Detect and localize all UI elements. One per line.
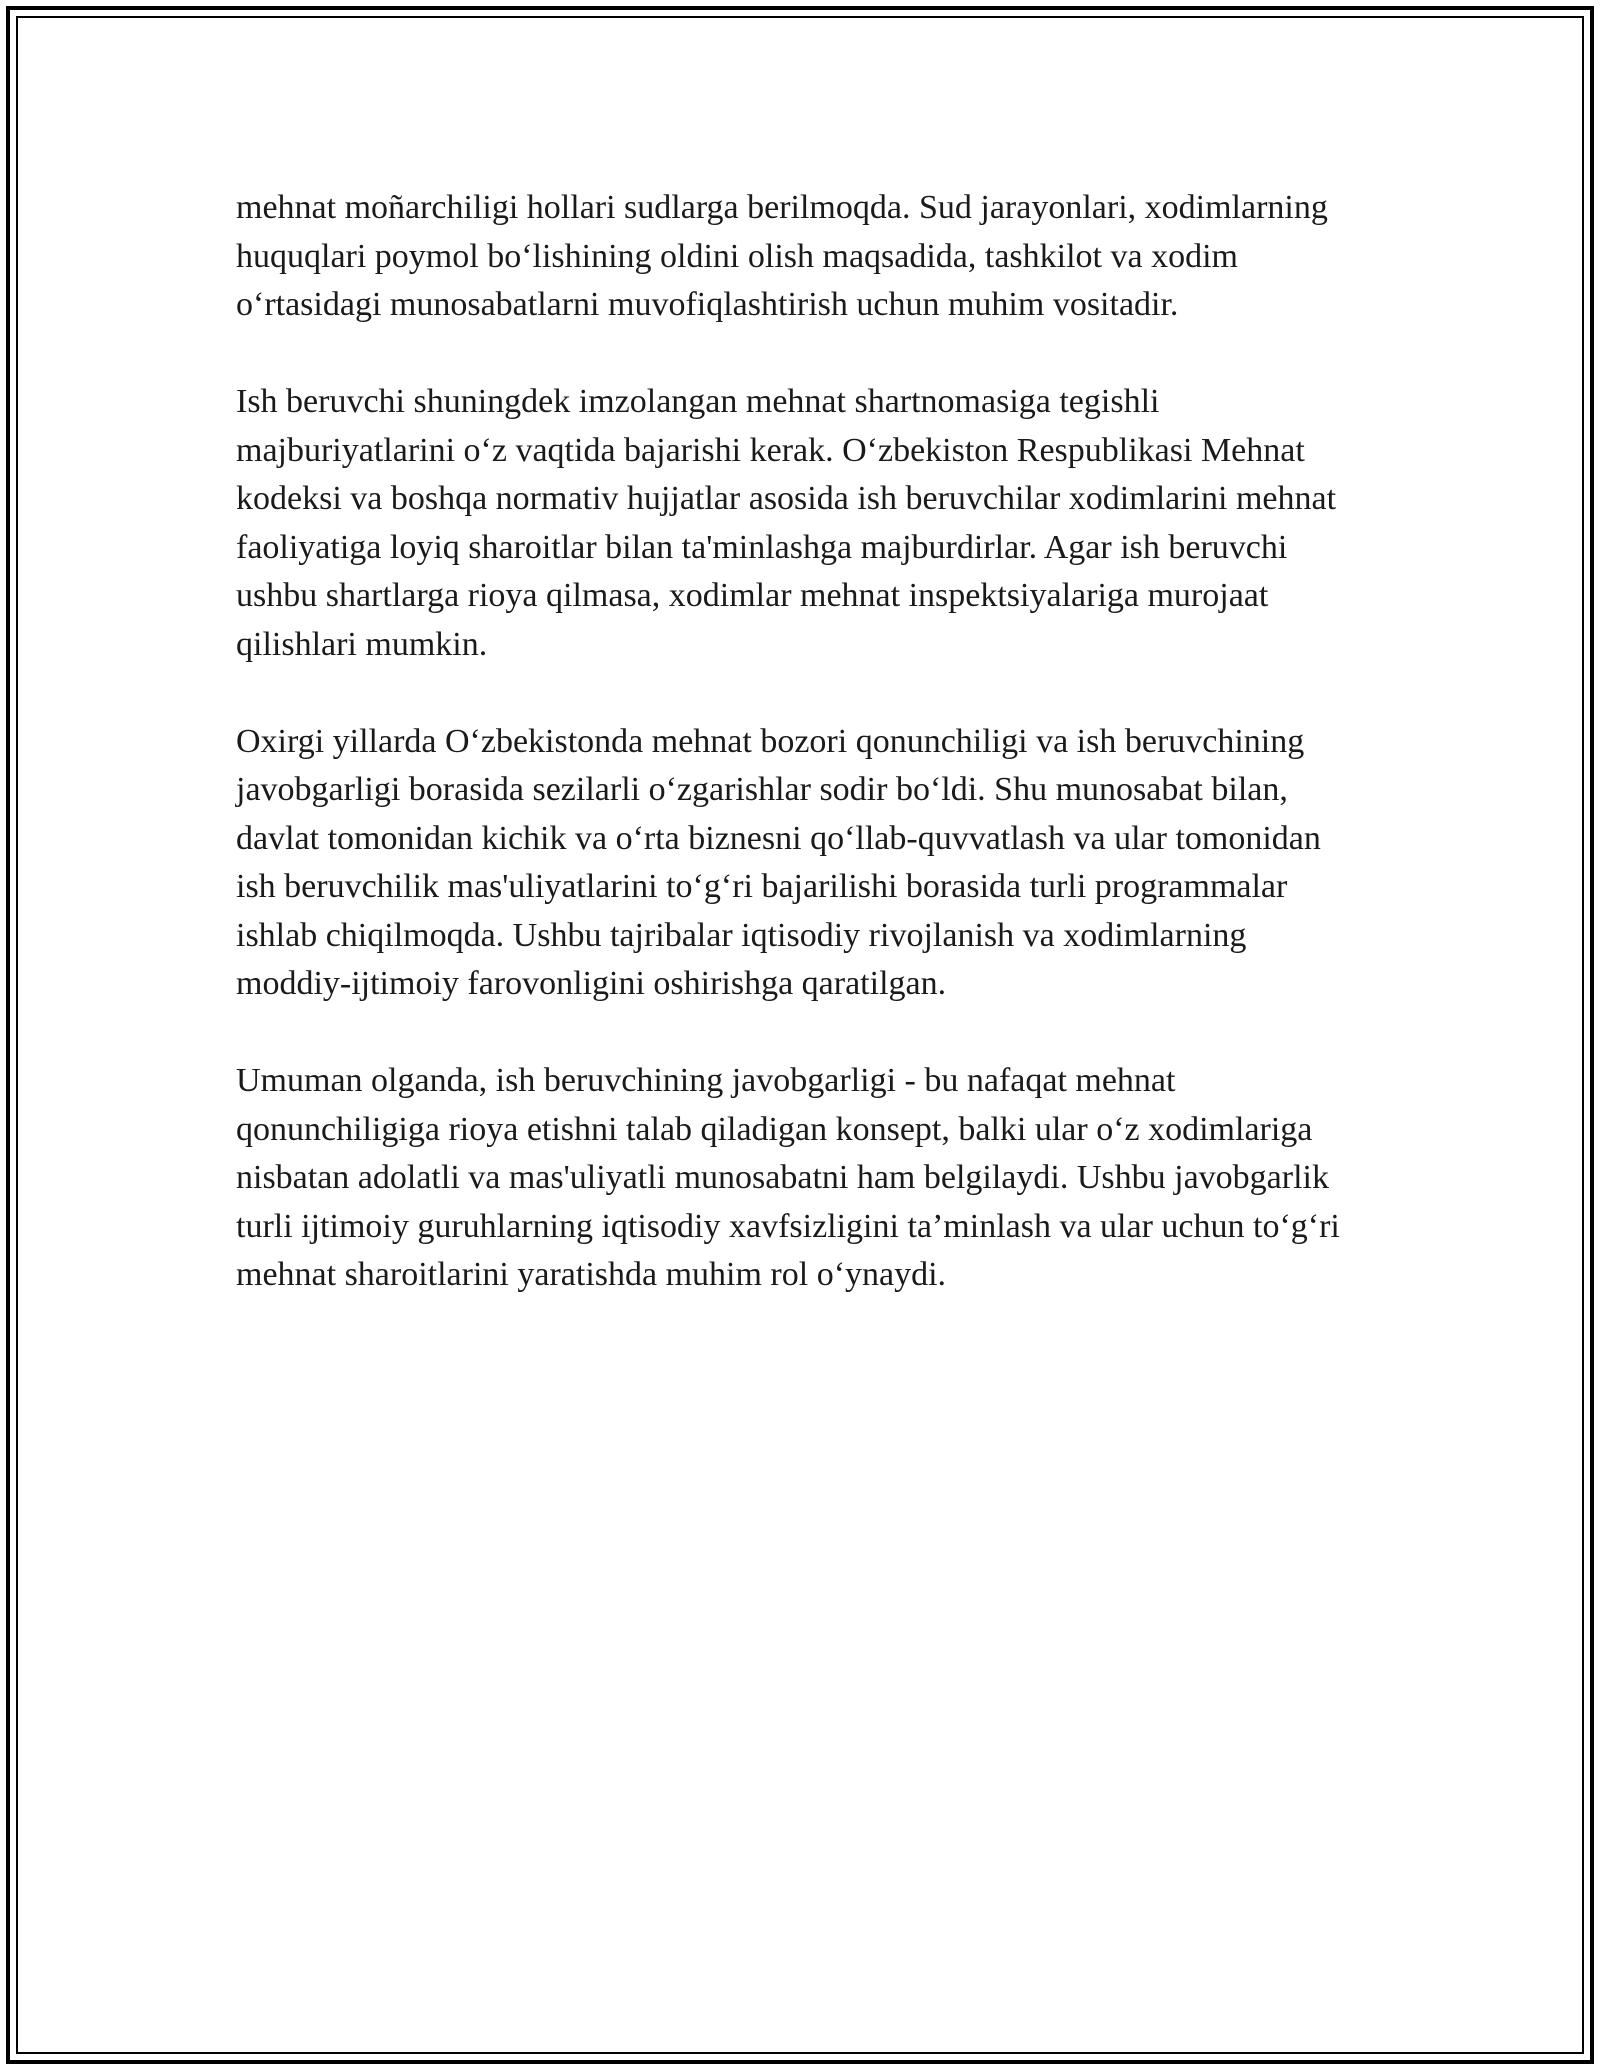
paragraph-1: mehnat moñarchiligi hollari sudlarga berilmoqda. Sud jarayonlari, xodimlarning huquqlari poymol boʻlishining oldini olish maqsadida, tashkilot va xodim oʻrtasidagi munosabatlarni muvofiqlashtirish uchun muhim vositadir. bbox=[236, 189, 1328, 323]
paragraph-4: Umuman olganda, ish beruvchining javobgarligi - bu nafaqat mehnat qonunchiligiga rioya etishni talab qiladigan konsept, balki ular oʻz xodimlariga nisbatan adolatli va mas'uliyatli munosabatni ham belgilaydi. Ushbu javobgarlik turli ijtimoiy guruhlarning iqtisodiy xavfsizligini ta’minlash va ular uchun toʻgʻri mehnat sharoitlarini yaratishda muhim rol oʻynaydi. bbox=[236, 1062, 1340, 1293]
document-body bbox=[236, 184, 1356, 1300]
paragraph-2: Ish beruvchi shuningdek imzolangan mehnat shartnomasiga tegishli majburiyatlarini oʻz vaqtida bajarishi kerak. Oʻzbekiston Respublikasi Mehnat kodeksi va boshqa normativ hujjatlar asosida ish beruvchilar xodimlarini mehnat faoliyatiga loyiq sharoitlar bilan ta'minlashga majburdirlar. Agar ish beruvchi ushbu shartlarga rioya qilmasa, xodimlar mehnat inspektsiyalariga murojaat qilishlari mumkin. bbox=[236, 383, 1337, 663]
paragraph-3: Oxirgi yillarda Oʻzbekistonda mehnat bozori qonunchiligi va ish beruvchining javobgarligi borasida sezilarli oʻzgarishlar sodir boʻldi. Shu munosabat bilan, davlat tomonidan kichik va oʻrta biznesni qoʻllab-quvvatlash va ular tomonidan ish beruvchilik mas'uliyatlarini toʻgʻri bajarilishi borasida turli programmalar ishlab chiqilmoqda. Ushbu tajribalar iqtisodiy rivojlanish va xodimlarning moddiy-ijtimoiy farovonligini oshirishga qaratilgan. bbox=[236, 722, 1321, 1002]
